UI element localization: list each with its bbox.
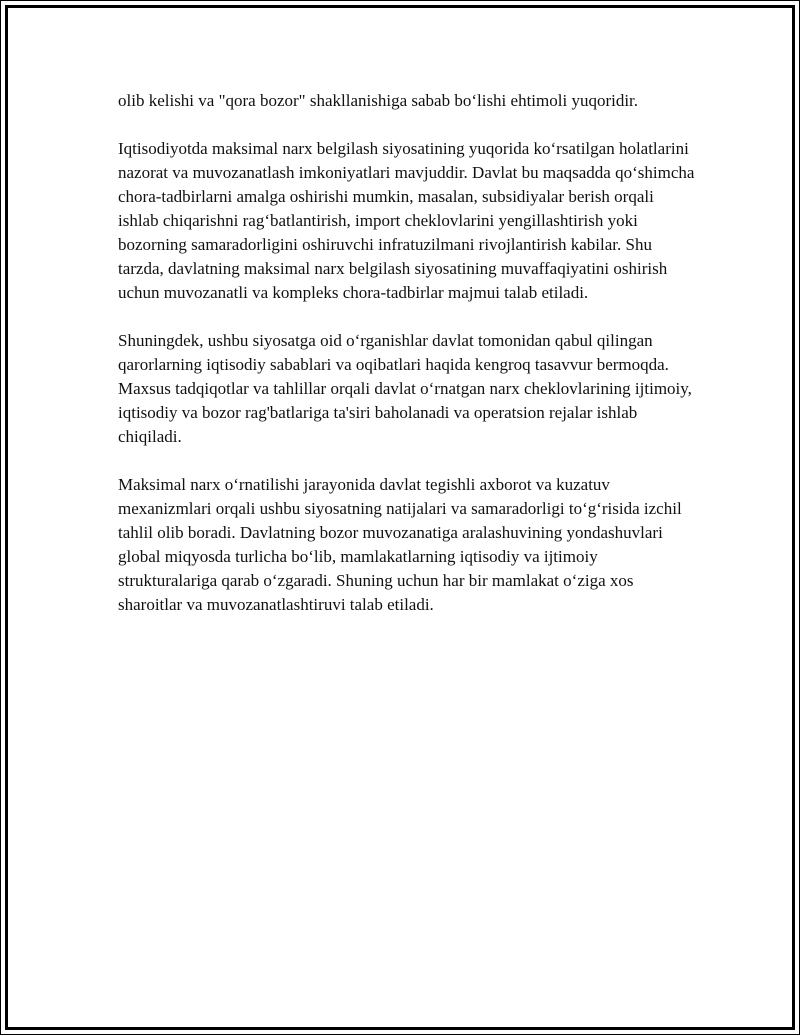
paragraph-continuation: olib kelishi va "qora bozor" shakllanishiga sabab bo‘lishi ehtimoli yuqoridir. bbox=[118, 91, 639, 110]
paragraph-price-policy-measures: Iqtisodiyotda maksimal narx belgilash siyosatining yuqorida ko‘rsatilgan holatlarini nazorat va muvozanatlash imkoniyatlari mavjuddir. Davlat bu maqsadda qo‘shimcha chora-tadbirlarni amalga oshirishi mumkin, masalan, subsidiyalar berish orqali ishlab chiqarishni rag‘batlantirish, import cheklovlarini yengillashtirish yoki bozorning samaradorligini oshiruvchi infratuzilmani rivojlantirish kabilar. Shu tarzda, davlatning maksimal narx belgilash siyosatining muvaffaqiyatini oshirish uchun muvozanatli va kompleks chora-tadbirlar majmui talab etiladi. bbox=[118, 139, 695, 302]
document-body bbox=[118, 89, 698, 641]
paragraph-policy-research: Shuningdek, ushbu siyosatga oid o‘rganishlar davlat tomonidan qabul qilingan qarorlarning iqtisodiy sabablari va oqibatlari haqida kengroq tasavvur bermoqda. Maxsus tadqiqotlar va tahlillar orqali davlat o‘rnatgan narx cheklovlarining ijtimoiy, iqtisodiy va bozor rag'batlariga ta'siri baholanadi va operatsion rejalar ishlab chiqiladi. bbox=[118, 331, 692, 446]
paragraph-monitoring-analysis: Maksimal narx o‘rnatilishi jarayonida davlat tegishli axborot va kuzatuv mexanizmlari orqali ushbu siyosatning natijalari va samaradorligi to‘g‘risida izchil tahlil olib boradi. Davlatning bozor muvozanatiga aralashuvining yondashuvlari global miqyosda turlicha bo‘lib, mamlakatlarning iqtisodiy va ijtimoiy strukturalariga qarab o‘zgaradi. Shuning uchun har bir mamlakat o‘ziga xos sharoitlar va muvozanatlashtiruvi talab etiladi. bbox=[118, 475, 682, 614]
